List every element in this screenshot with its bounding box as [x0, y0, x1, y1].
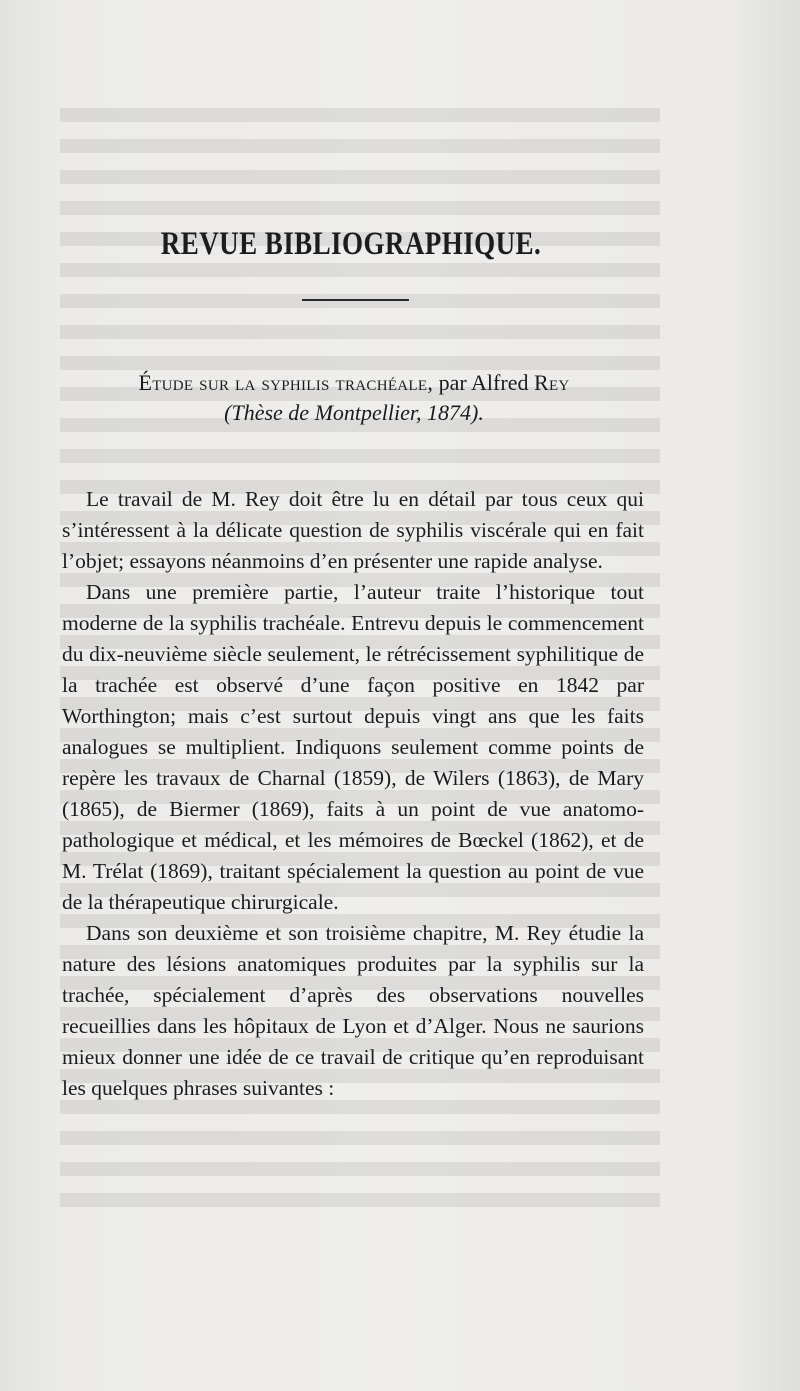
article-author: Rey [533, 370, 570, 395]
title-divider [302, 299, 409, 301]
article-by: par Alfred [438, 370, 529, 395]
article-title-line [64, 368, 644, 398]
article-title: Étude sur la syphilis trachéale, [138, 370, 434, 395]
page-title: REVUE BIBLIOGRAPHIQUE. [160, 226, 542, 262]
article-heading [64, 368, 644, 428]
paragraph-3: Dans son deuxième et son troisième chapitre, M. Rey étudie la nature des lésions anatomiques produites par la syphilis sur la trachée, spécialement d’après des observations nouvelles recueillies dans les hôpitaux de Lyon et d’Alger. Nous ne saurions mieux donner une idée de ce travail de critique qu’en reproduisant les quelques phrases suivantes : [62, 921, 644, 1100]
paragraph-2: Dans une première partie, l’auteur traite l’historique tout moderne de la syphilis trachéale. Entrevu depuis le commencement du dix-neuvième siècle seulement, le rétrécissement syphilitique de la trachée est observé d’une façon positive en 1842 par Worthington; mais c’est surtout depuis vingt ans que les faits analogues se multiplient. Indiquons seulement comme points de repère les travaux de Charnal (1859), de Wilers (1863), de Mary (1865), de Biermer (1869), faits à un point de vue anatomo-pathologique et médical, et les mémoires de Bœckel (1862), et de M. Trélat (1869), traitant spécialement la question au point de vue de la thérapeutique chirurgicale. [62, 580, 644, 914]
article-thesis: (Thèse de Montpellier, 1874). [224, 400, 484, 425]
article-body [62, 484, 644, 1104]
paragraph-1: Le travail de M. Rey doit être lu en détail par tous ceux qui s’intéressent à la délicate question de syphilis viscérale qui en fait l’objet; essayons néanmoins d’en présenter une rapide analyse. [62, 487, 644, 573]
